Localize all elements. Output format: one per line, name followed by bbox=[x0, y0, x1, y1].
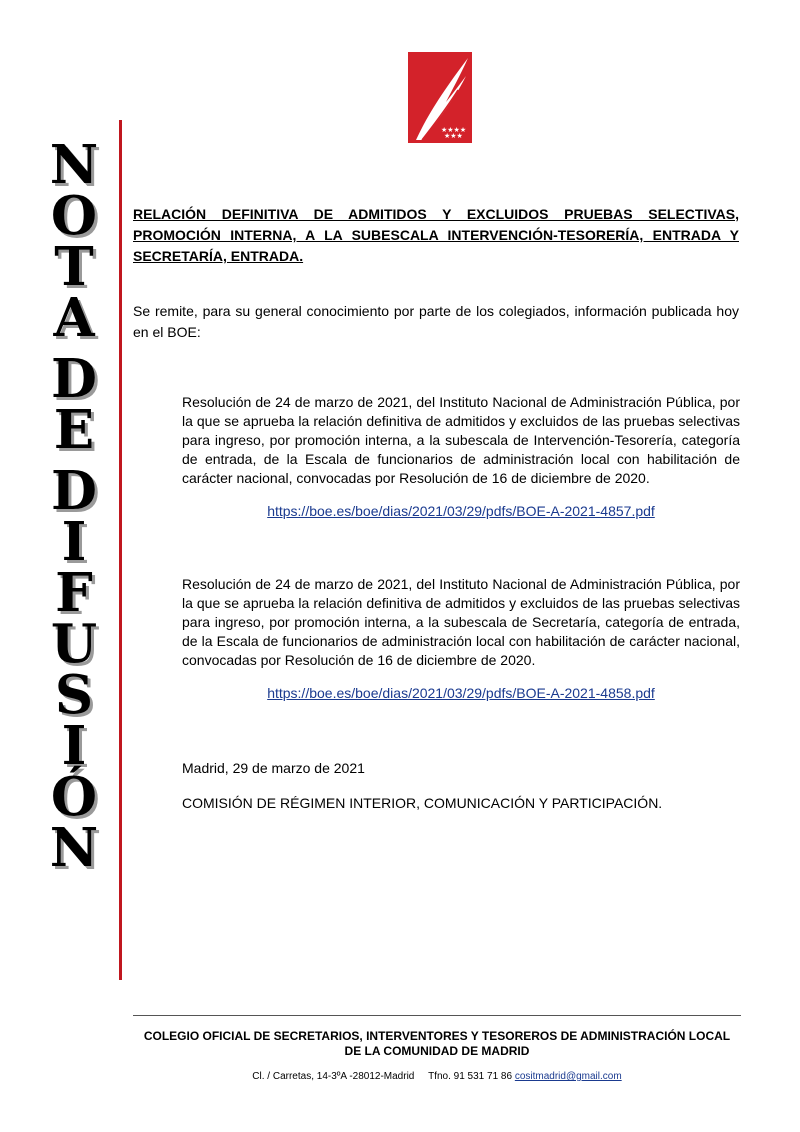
vertical-title-letter: I bbox=[61, 715, 87, 777]
resolution-paragraph-2: Resolución de 24 de marzo de 2021, del Instituto Nacional de Administración Pública, por la que se aprueba la relación definitiva de admitidos y excluidos de las pruebas selectivas para ingreso, por promoción interna, a la subescala de Secretaría, categoría de entrada, de la Escala de funcionarios de administración local con habilitación de carácter nacional, convocadas por Resolución de 16 de diciembre de 2020. bbox=[182, 576, 740, 668]
footer-divider bbox=[133, 1015, 741, 1016]
committee-signature: COMISIÓN DE RÉGIMEN INTERIOR, COMUNICACIÓN Y PARTICIPACIÓN. bbox=[182, 795, 663, 811]
vertical-title-letter: F bbox=[55, 562, 93, 624]
nota-de-difusion-vertical-title bbox=[36, 134, 112, 879]
vertical-title-letter: D bbox=[51, 460, 97, 522]
footer-email-link[interactable]: cositmadrid@gmail.com bbox=[514, 1071, 622, 1082]
vertical-title-letter: Ó bbox=[50, 766, 98, 828]
vertical-title-letter: I bbox=[61, 511, 87, 573]
intro-paragraph: Se remite, para su general conocimiento por parte de los colegiados, información publicada hoy en el BOE: bbox=[133, 303, 739, 340]
footer-org-line-1: COLEGIO OFICIAL DE SECRETARIOS, INTERVENTORES Y TESOREROS DE ADMINISTRACIÓN LOCAL bbox=[143, 1029, 731, 1043]
footer-contact bbox=[133, 1071, 741, 1082]
vertical-title-letter: E bbox=[53, 399, 95, 461]
vertical-title-letter: D bbox=[51, 348, 97, 410]
footer-organization bbox=[133, 1029, 741, 1059]
footer-org-line-2: DE LA COMUNIDAD DE MADRID bbox=[344, 1044, 530, 1058]
footer-phone: Tfno. 91 531 71 86 bbox=[428, 1071, 513, 1082]
resolution-paragraph-1: Resolución de 24 de marzo de 2021, del Instituto Nacional de Administración Pública, por la que se aprueba la relación definitiva de admitidos y excluidos de las pruebas selectivas para ingreso, por promoción interna, a la subescala de Intervención-Tesorería, categoría de entrada, de la Escala de funcionarios de administración local con habilitación de carácter nacional, convocadas por Resolución de 16 de diciembre de 2020. bbox=[182, 394, 740, 486]
vertical-title-letter: O bbox=[50, 185, 98, 247]
svg-text:★★★: ★★★ bbox=[444, 132, 463, 140]
boe-link-2[interactable]: https://boe.es/boe/dias/2021/03/29/pdfs/BOE-A-2021-4858.pdf bbox=[267, 685, 655, 701]
vertical-title-letter: S bbox=[54, 664, 94, 726]
date-line: Madrid, 29 de marzo de 2021 bbox=[182, 760, 365, 776]
document-title: RELACIÓN DEFINITIVA DE ADMITIDOS Y EXCLUIDOS PRUEBAS SELECTIVAS, PROMOCIÓN INTERNA, A LA SUBESCALA INTERVENCIÓN-TESORERÍA, ENTRADA Y SECRETARÍA, ENTRADA. bbox=[133, 206, 739, 264]
vertical-title-letter: U bbox=[50, 613, 98, 675]
vertical-title-letter: A bbox=[53, 287, 95, 349]
comunidad-de-madrid-logo bbox=[408, 52, 472, 143]
vertical-title-letter: N bbox=[49, 817, 99, 879]
red-vertical-rule bbox=[119, 120, 122, 980]
svg-text:★★★★: ★★★★ bbox=[441, 126, 467, 134]
vertical-title-letter: T bbox=[54, 236, 94, 298]
vertical-title-letter: N bbox=[49, 134, 99, 196]
boe-link-1[interactable]: https://boe.es/boe/dias/2021/03/29/pdfs/BOE-A-2021-4857.pdf bbox=[267, 503, 655, 519]
footer-address: Cl. / Carretas, 14-3ºA -28012-Madrid bbox=[252, 1071, 415, 1082]
